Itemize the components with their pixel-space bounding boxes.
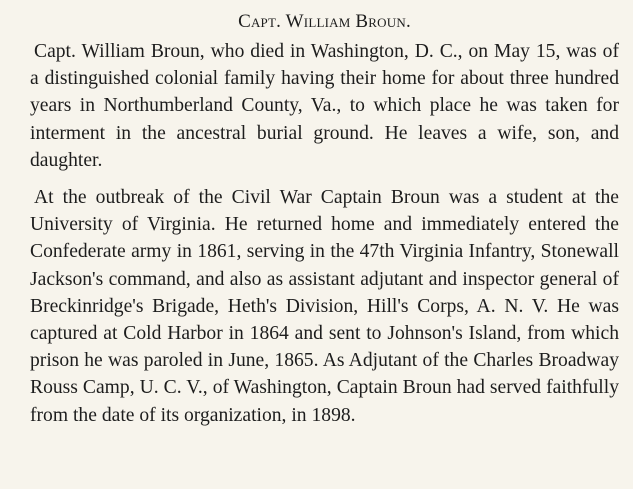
paragraph-civil-war-service: At the outbreak of the Civil War Captain Broun was a student at the University of Virginia. He returned home and immediately entered the Confederate army in 1861, serving in the 47th Virginia Infantry, Stonewall Jackson's command, and also as assistant adjutant and inspector general of Breckinridge's Brigade, Heth's Division, Hill's Corps, A. N. V. He was captured at Cold Harbor in 1864 and sent to Johnson's Island, from which prison he was paroled in June, 1865. As Adjutant of the Charles Broadway Rouss Camp, U. C. V., of Washington, Captain Broun had served faithfully from the date of its organization, in 1898. <box>30 187 619 426</box>
article-title: Capt. William Broun. <box>238 11 411 32</box>
paragraph-death-notice: Capt. William Broun, who died in Washington, D. C., on May 15, was of a distinguished colonial family having their home for about three hundred years in Northumberland County, Va., to which place he was taken for interment in the ancestral burial ground. He leaves a wife, son, and daughter. <box>30 41 619 171</box>
